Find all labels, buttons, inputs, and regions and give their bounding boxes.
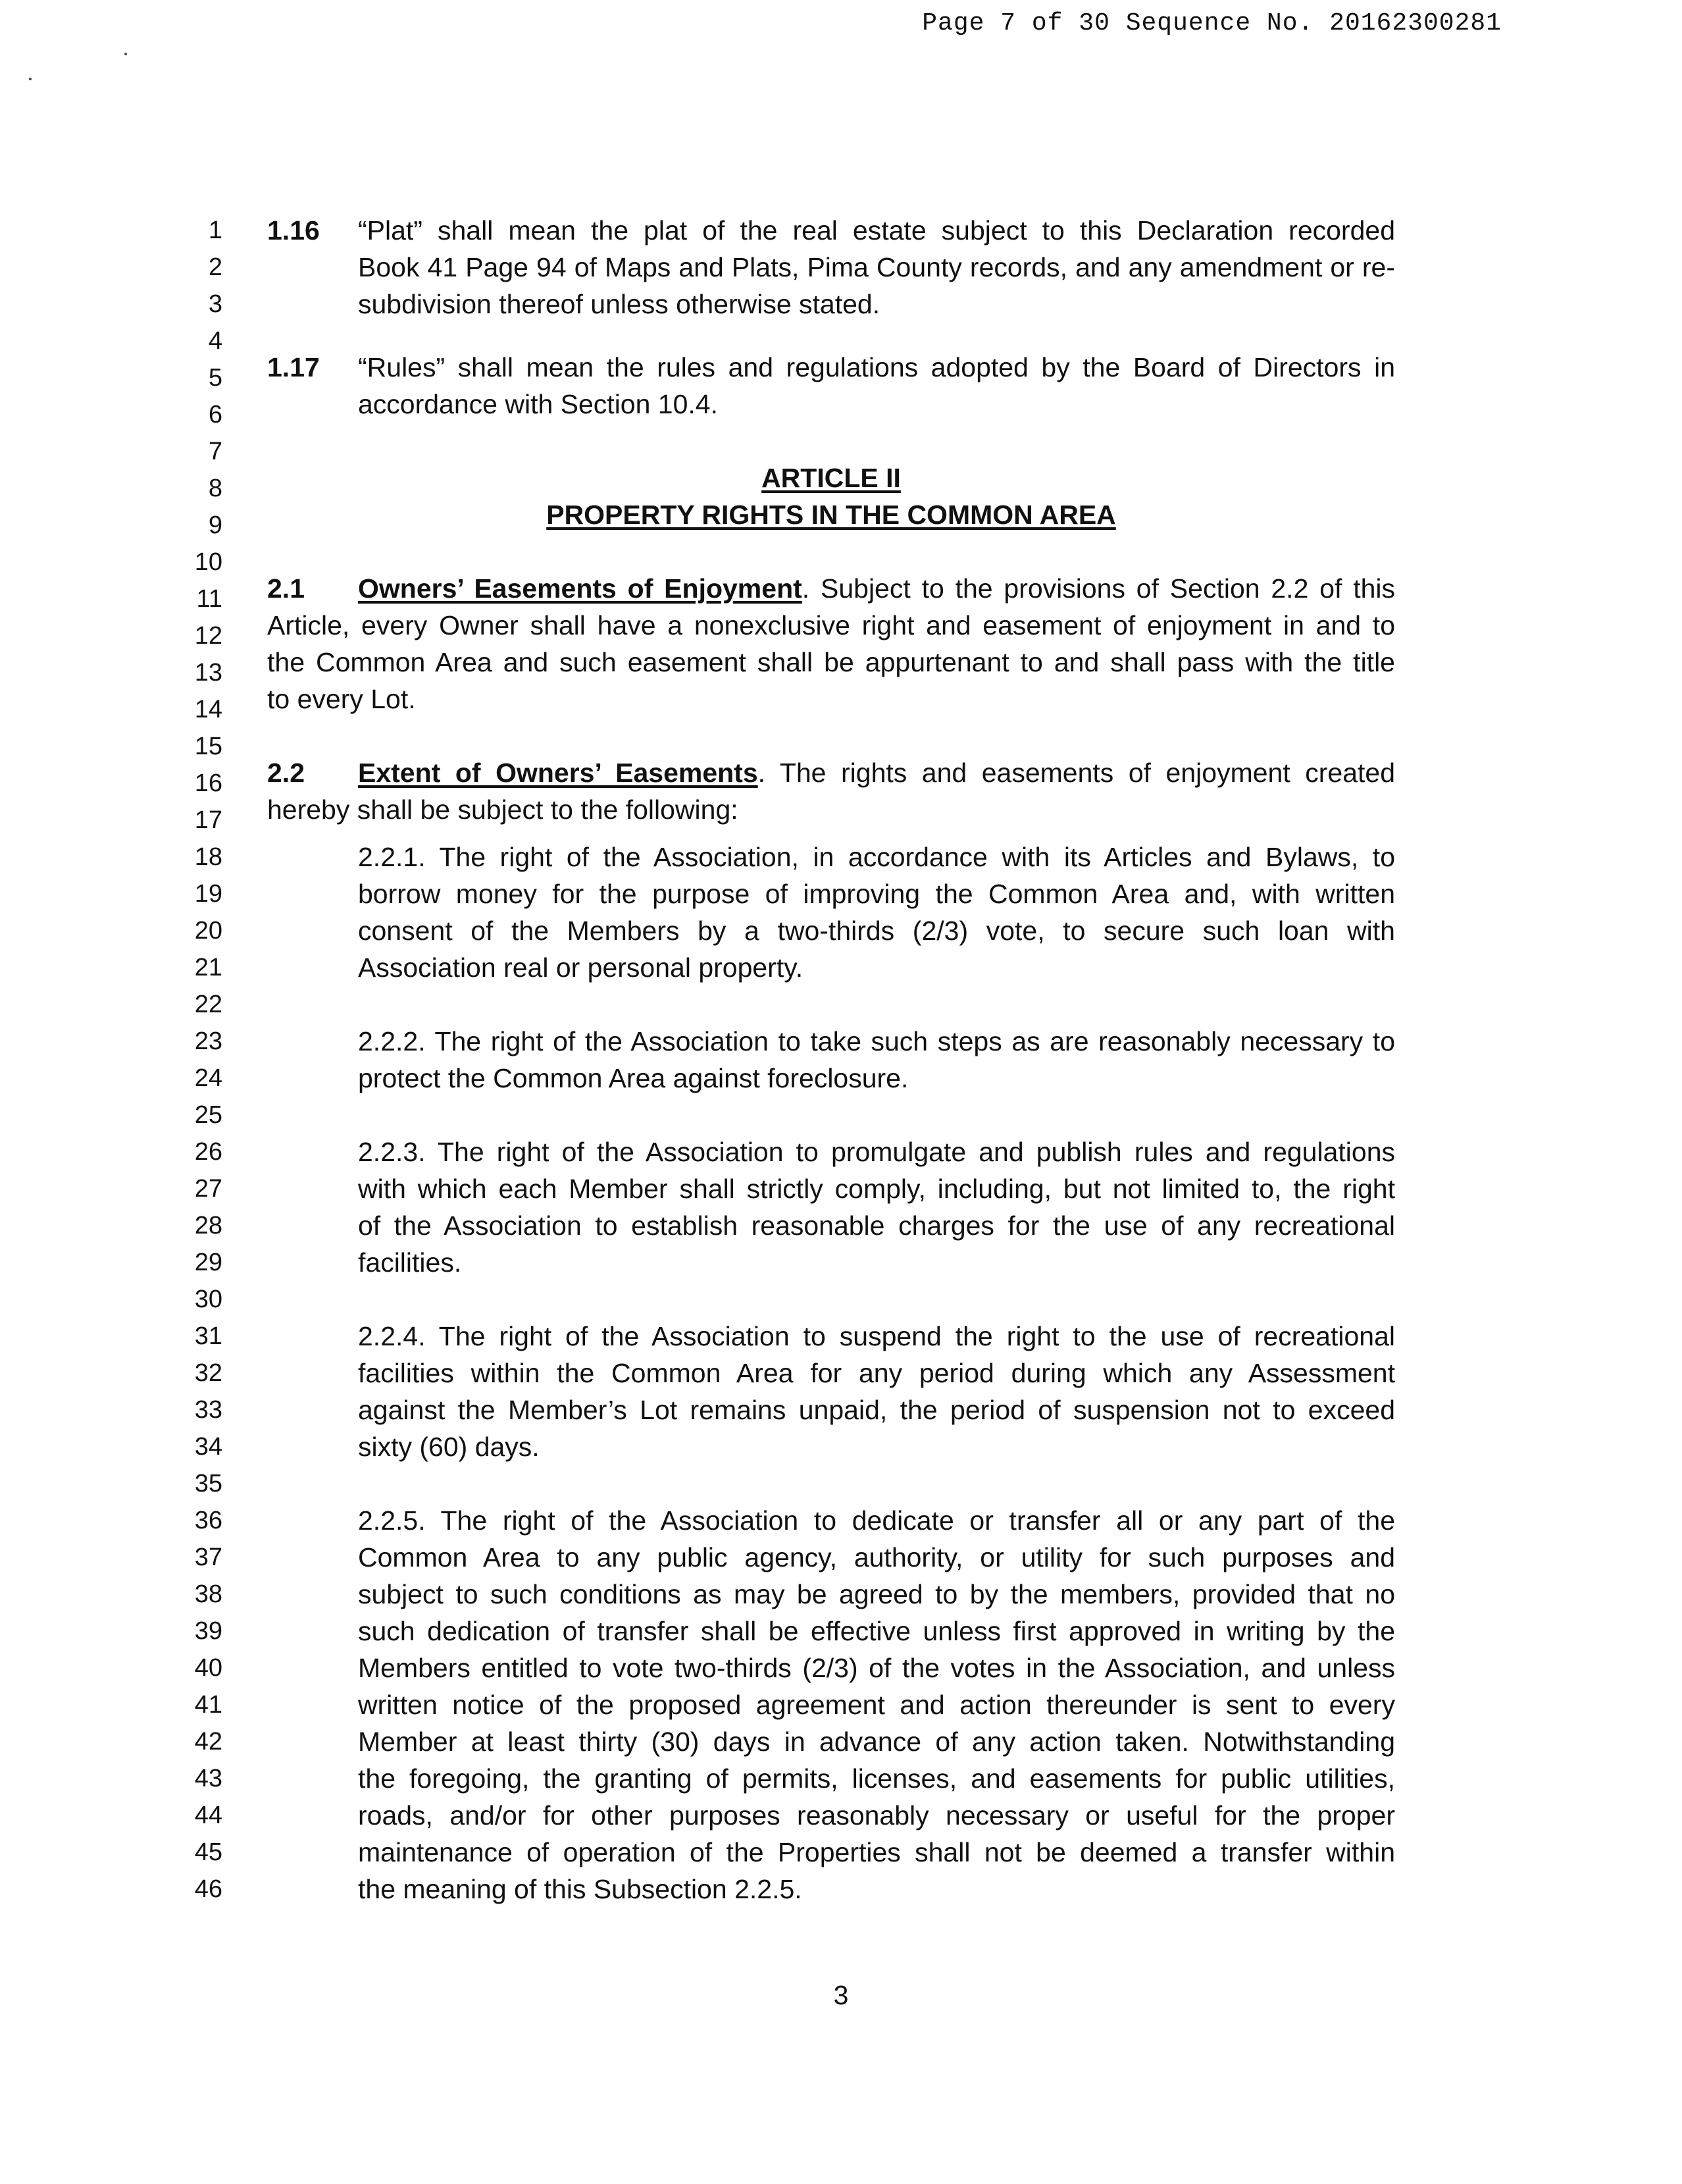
section-1-17-line: “Rules” shall mean the rules and regulations adopted by the Board of Directors in [358, 352, 1395, 382]
line-number: 36 [194, 1507, 222, 1534]
line-number: 20 [194, 917, 222, 945]
subsection-2-2-3-line: facilities. [358, 1247, 462, 1278]
subsection-2-2-5-line: the meaning of this Subsection 2.2.5. [358, 1874, 802, 1904]
section-2-2-line: hereby shall be subject to the following: [267, 794, 738, 825]
section-2-1-first-line [358, 570, 1395, 607]
line-number: 46 [194, 1875, 222, 1903]
subsection-2-2-3-line: with which each Member shall strictly comply, including, but not limited to, the right [358, 1174, 1395, 1204]
section-2-2-heading: Extent of Owners’ Easements [358, 758, 758, 788]
subsection-2-2-5-line: subject to such conditions as may be agreed to by the members, provided that no [358, 1579, 1395, 1609]
line-number: 25 [194, 1101, 222, 1129]
line-number: 2 [208, 253, 222, 281]
subsection-2-2-5-line: Member at least thirty (30) days in advance of any action taken. Notwithstanding [358, 1727, 1395, 1757]
line-number: 27 [194, 1175, 222, 1203]
line-number: 1 [208, 217, 222, 244]
section-2-1-line: Article, every Owner shall have a nonexclusive right and easement of enjoyment in and to [267, 610, 1395, 640]
subsection-2-2-5-line: the foregoing, the granting of permits, licenses, and easements for public utilities, [358, 1763, 1395, 1794]
line-number: 31 [194, 1322, 222, 1350]
line-number: 4 [208, 327, 222, 355]
line-number: 33 [194, 1396, 222, 1424]
line-number: 23 [194, 1027, 222, 1055]
line-number: 41 [194, 1691, 222, 1719]
section-2-2-first-line [358, 754, 1395, 791]
section-1-16-line: Book 41 Page 94 of Maps and Plats, Pima County records, and any amendment or re- [358, 252, 1395, 282]
line-number: 13 [194, 659, 222, 687]
article-subtitle: PROPERTY RIGHTS IN THE COMMON AREA [546, 500, 1116, 530]
subsection-2-2-5-line: Common Area to any public agency, authority, or utility for such purposes and [358, 1542, 1395, 1573]
line-number: 26 [194, 1138, 222, 1166]
line-number: 16 [194, 769, 222, 797]
section-2-1-number: 2.1 [267, 573, 305, 604]
line-number: 15 [194, 733, 222, 760]
line-number: 7 [208, 438, 222, 465]
line-number: 40 [194, 1654, 222, 1682]
page-number: 3 [833, 1980, 849, 2010]
line-number: 43 [194, 1765, 222, 1792]
line-number: 24 [194, 1064, 222, 1092]
section-1-17-number: 1.17 [267, 352, 320, 382]
section-1-17-line: accordance with Section 10.4. [358, 389, 718, 419]
subsection-2-2-1-line: borrow money for the purpose of improving the Common Area and, with written [358, 879, 1395, 909]
line-number: 29 [194, 1249, 222, 1276]
line-number: 22 [194, 991, 222, 1018]
section-2-2-line: . The rights and easements of enjoyment created [757, 758, 1396, 788]
line-number: 32 [194, 1359, 222, 1387]
subsection-2-2-4-line: 2.2.4. The right of the Association to suspend the right to the use of recreational [358, 1321, 1395, 1351]
subsection-2-2-2-line: 2.2.2. The right of the Association to take such steps as are reasonably necessary to [358, 1026, 1395, 1056]
line-number: 42 [194, 1728, 222, 1755]
section-1-16-line: subdivision thereof unless otherwise stated. [358, 289, 880, 319]
subsection-2-2-5-line: written notice of the proposed agreement and action thereunder is sent to every [358, 1690, 1395, 1720]
section-2-1-heading: Owners’ Easements of Enjoyment [358, 573, 802, 604]
line-number: 38 [194, 1580, 222, 1608]
line-number: 3 [208, 290, 222, 318]
scan-speck [124, 53, 127, 55]
line-number: 19 [194, 880, 222, 908]
section-2-1-line: to every Lot. [267, 684, 416, 714]
line-number: 5 [208, 364, 222, 392]
line-number: 39 [194, 1617, 222, 1645]
article-title: ARTICLE II [761, 463, 901, 493]
line-number: 14 [194, 696, 222, 723]
subsection-2-2-5-line: Members entitled to vote two-thirds (2/3) of the votes in the Association, and unless [358, 1653, 1395, 1683]
subsection-2-2-4-line: against the Member’s Lot remains unpaid, the period of suspension not to exceed [358, 1395, 1395, 1425]
line-number: 37 [194, 1544, 222, 1571]
section-2-1-line: the Common Area and such easement shall be appurtenant to and shall pass with the title [267, 647, 1395, 677]
subsection-2-2-1-line: consent of the Members by a two-thirds (2/3) vote, to secure such loan with [358, 916, 1395, 946]
subsection-2-2-3-line: of the Association to establish reasonable charges for the use of any recreational [358, 1210, 1395, 1241]
line-number: 6 [208, 401, 222, 429]
section-2-1-line: . Subject to the provisions of Section 2.2 of this [802, 573, 1396, 604]
line-number: 28 [194, 1212, 222, 1239]
subsection-2-2-5-line: roads, and/or for other purposes reasonably necessary or useful for the proper [358, 1800, 1395, 1831]
subsection-2-2-3-line: 2.2.3. The right of the Association to promulgate and publish rules and regulations [358, 1137, 1395, 1167]
line-number: 34 [194, 1433, 222, 1461]
subsection-2-2-1-line: 2.2.1. The right of the Association, in accordance with its Articles and Bylaws, to [358, 842, 1395, 872]
line-number: 12 [194, 622, 222, 650]
subsection-2-2-4-line: sixty (60) days. [358, 1432, 540, 1462]
subsection-2-2-2-line: protect the Common Area against foreclosure. [358, 1063, 909, 1093]
line-number: 18 [194, 843, 222, 871]
line-number: 8 [208, 475, 222, 502]
line-number: 10 [194, 548, 222, 576]
line-number: 44 [194, 1802, 222, 1829]
subsection-2-2-4-line: facilities within the Common Area for any period during which any Assessment [358, 1358, 1395, 1388]
section-2-2-number: 2.2 [267, 758, 305, 788]
section-1-16-number: 1.16 [267, 215, 320, 246]
line-number: 11 [196, 585, 222, 613]
line-number: 9 [208, 511, 222, 539]
subsection-2-2-5-line: 2.2.5. The right of the Association to dedicate or transfer all or any part of the [358, 1505, 1395, 1536]
line-number: 35 [194, 1470, 222, 1497]
subsection-2-2-5-line: maintenance of operation of the Properties shall not be deemed a transfer within [358, 1837, 1395, 1867]
line-number: 17 [194, 806, 222, 834]
page-header: Page 7 of 30 Sequence No. 20162300281 [922, 9, 1502, 38]
scan-speck [29, 78, 32, 80]
subsection-2-2-5-line: such dedication of transfer shall be effective unless first approved in writing by the [358, 1616, 1395, 1646]
line-number: 45 [194, 1838, 222, 1866]
subsection-2-2-1-line: Association real or personal property. [358, 952, 803, 983]
line-number: 21 [194, 954, 222, 981]
section-1-16-line: “Plat” shall mean the plat of the real estate subject to this Declaration recorded [358, 215, 1395, 246]
line-number: 30 [194, 1286, 222, 1313]
